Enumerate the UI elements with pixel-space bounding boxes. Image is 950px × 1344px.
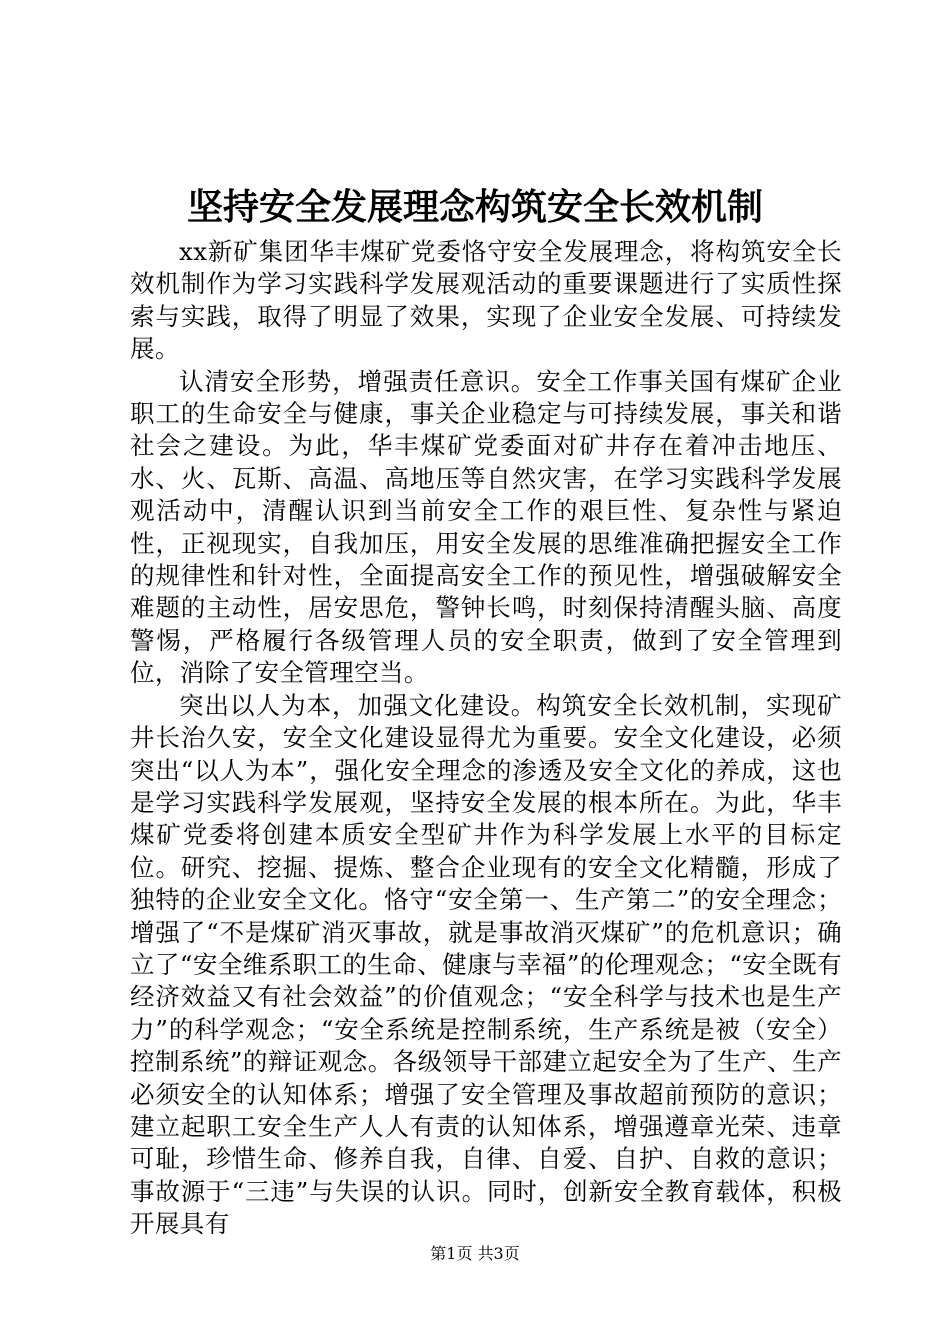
paragraph-safety-awareness: 认清安全形势，增强责任意识。安全工作事关国有煤矿企业职工的生命安全与健康，事关企业稳定与可持续发展，事关和谐社会之建设。为此，华丰煤矿党委面对矿井存在着冲击地压、水、火、瓦斯、高温、高地压等自然灾害，在学习实践科学发展观活动中，清醒认识到当前安全工作的艰巨性、复杂性与紧迫性，正视现实，自我加压，用安全发展的思维准确把握安全工作的规律性和针对性，全面提高安全工作的预见性，增强破解安全难题的主动性，居安思危，警钟长鸣，时刻保持清醒头脑、高度警惕，严格履行各级管理人员的安全职责，做到了安全管理到位，消除了安全管理空当。 xyxy=(130,366,842,688)
paragraph-safety-culture: 突出以人为本，加强文化建设。构筑安全长效机制，实现矿井长治久安，安全文化建设显得尤为重要。安全文化建设，必须突出“以人为本”，强化安全理念的渗透及安全文化的养成，这也是学习实践科学发展观，坚持安全发展的根本所在。为此，华丰煤矿党委将创建本质安全型矿井作为科学发展上水平的目标定位。研究、挖掘、提炼、整合企业现有的安全文化精髓，形成了独特的企业安全文化。恪守“安全第一、生产第二”的安全理念；增强了“不是煤矿消灭事故，就是事故消灭煤矿”的危机意识；确立了“安全维系职工的生命、健康与幸福”的伦理观念；“安全既有经济效益又有社会效益”的价值观念；“安全科学与技术也是生产力”的科学观念；“安全系统是控制系统，生产系统是被（安全）控制系统”的辩证观念。各级领导干部建立起安全为了生产、生产必须安全的认知体系；增强了安全管理及事故超前预防的意识；建立起职工安全生产人人有责的认知体系，增强遵章光荣、违章可耻，珍惜生命、修养自我，自律、自爱、自护、自救的意识；事故源于“三违”与失误的认识。同时，创新安全教育载体，积极开展具有 xyxy=(130,690,842,1239)
document-body xyxy=(130,236,842,1241)
paragraph-intro: xx新矿集团华丰煤矿党委恪守安全发展理念，将构筑安全长效机制作为学习实践科学发展观活动的重要课题进行了实质性探索与实践，取得了明显了效果，实现了企业安全发展、可持续发展。 xyxy=(130,237,842,364)
page-footer: 第1页 共3页 xyxy=(430,1244,520,1263)
document-title: 坚持安全发展理念构筑安全长效机制 xyxy=(186,187,763,228)
